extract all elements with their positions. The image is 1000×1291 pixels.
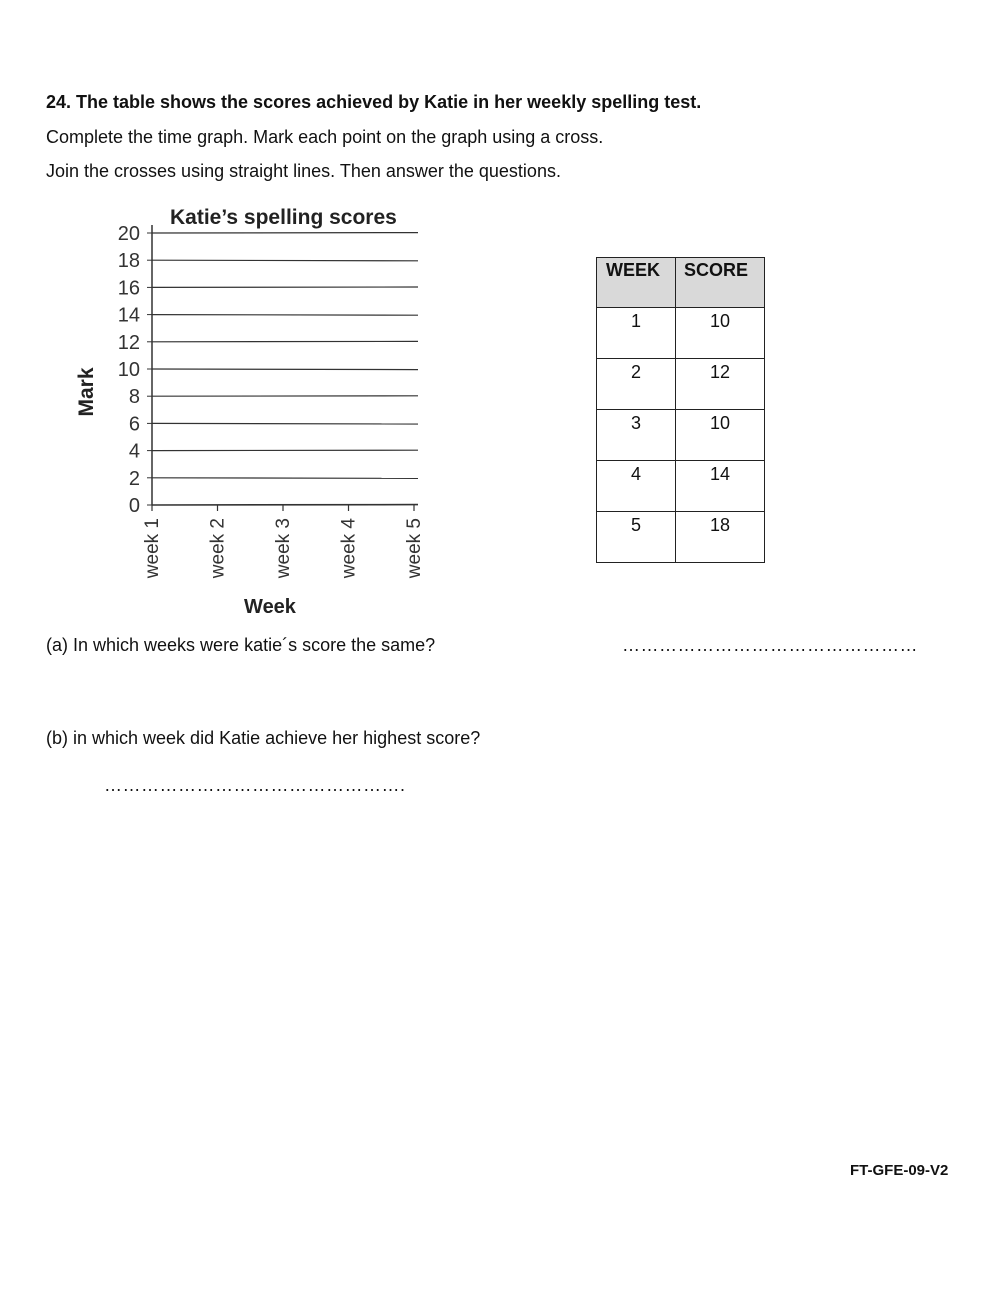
score-table xyxy=(596,257,765,563)
table-row xyxy=(597,308,765,359)
gridline xyxy=(152,315,418,316)
table-cell-score: 10 xyxy=(676,410,765,461)
x-axis-label: Week xyxy=(244,596,296,618)
x-tick-label: week 2 xyxy=(207,518,229,579)
gridline xyxy=(152,423,418,424)
y-tick-label: 2 xyxy=(128,467,140,490)
table-row xyxy=(597,512,765,563)
question-b-answer-line[interactable]: …………………………………………. xyxy=(104,775,406,795)
y-tick-label: 10 xyxy=(117,359,140,381)
y-tick-label: 14 xyxy=(117,304,140,327)
y-tick-label: 20 xyxy=(117,223,140,245)
y-tick-label: 6 xyxy=(128,413,140,436)
table-cell-score: 18 xyxy=(676,512,765,563)
table-cell-week: 3 xyxy=(597,410,676,461)
table-header-week: WEEK xyxy=(597,258,676,308)
table-cell-score: 12 xyxy=(676,359,765,410)
y-tick-label: 8 xyxy=(128,386,140,409)
y-tick-label: 18 xyxy=(117,250,140,273)
table-header-score: SCORE xyxy=(676,258,765,308)
y-tick-label: 16 xyxy=(117,277,140,300)
y-axis-ticks xyxy=(118,223,140,517)
question-heading: 24. The table shows the scores achieved by Katie in her weekly spelling test. xyxy=(46,92,702,112)
table-cell-score: 14 xyxy=(676,461,765,512)
table-cell-week: 2 xyxy=(597,359,676,410)
x-tick-label: week 4 xyxy=(338,518,360,579)
question-instruction-1: Complete the time graph. Mark each point on the graph using a cross. xyxy=(46,127,604,147)
chart-title: Katie’s spelling scores xyxy=(170,206,397,229)
x-tick-label: week 3 xyxy=(273,518,294,579)
question-a-answer-line[interactable]: ………………………………………… xyxy=(622,635,918,655)
gridline xyxy=(152,369,418,370)
table-cell-week: 4 xyxy=(597,461,676,512)
spelling-scores-chart xyxy=(60,196,440,626)
table-header-row xyxy=(597,258,765,308)
gridline xyxy=(152,260,418,261)
footer-code: FT-GFE-09-V2 xyxy=(850,1162,949,1179)
table-row xyxy=(597,359,765,410)
chart-grid xyxy=(147,225,418,505)
question-a-text: (a) In which weeks were katie´s score the same? xyxy=(46,635,436,655)
y-tick-label: 4 xyxy=(128,440,140,463)
x-tick-label: week 1 xyxy=(142,518,163,579)
gridline xyxy=(152,478,418,479)
y-tick-label: 12 xyxy=(117,331,140,354)
question-b-text: (b) in which week did Katie achieve her highest score? xyxy=(46,728,481,748)
table-cell-score: 10 xyxy=(676,308,765,359)
x-axis-ticks xyxy=(142,505,425,579)
question-instruction-2: Join the crosses using straight lines. Then answer the questions. xyxy=(46,161,561,181)
y-tick-label: 0 xyxy=(128,495,140,517)
y-axis-label: Mark xyxy=(75,367,98,417)
table-cell-week: 5 xyxy=(597,512,676,563)
table-row xyxy=(597,461,765,512)
table-row xyxy=(597,410,765,461)
x-tick-label: week 5 xyxy=(404,518,425,579)
table-cell-week: 1 xyxy=(597,308,676,359)
